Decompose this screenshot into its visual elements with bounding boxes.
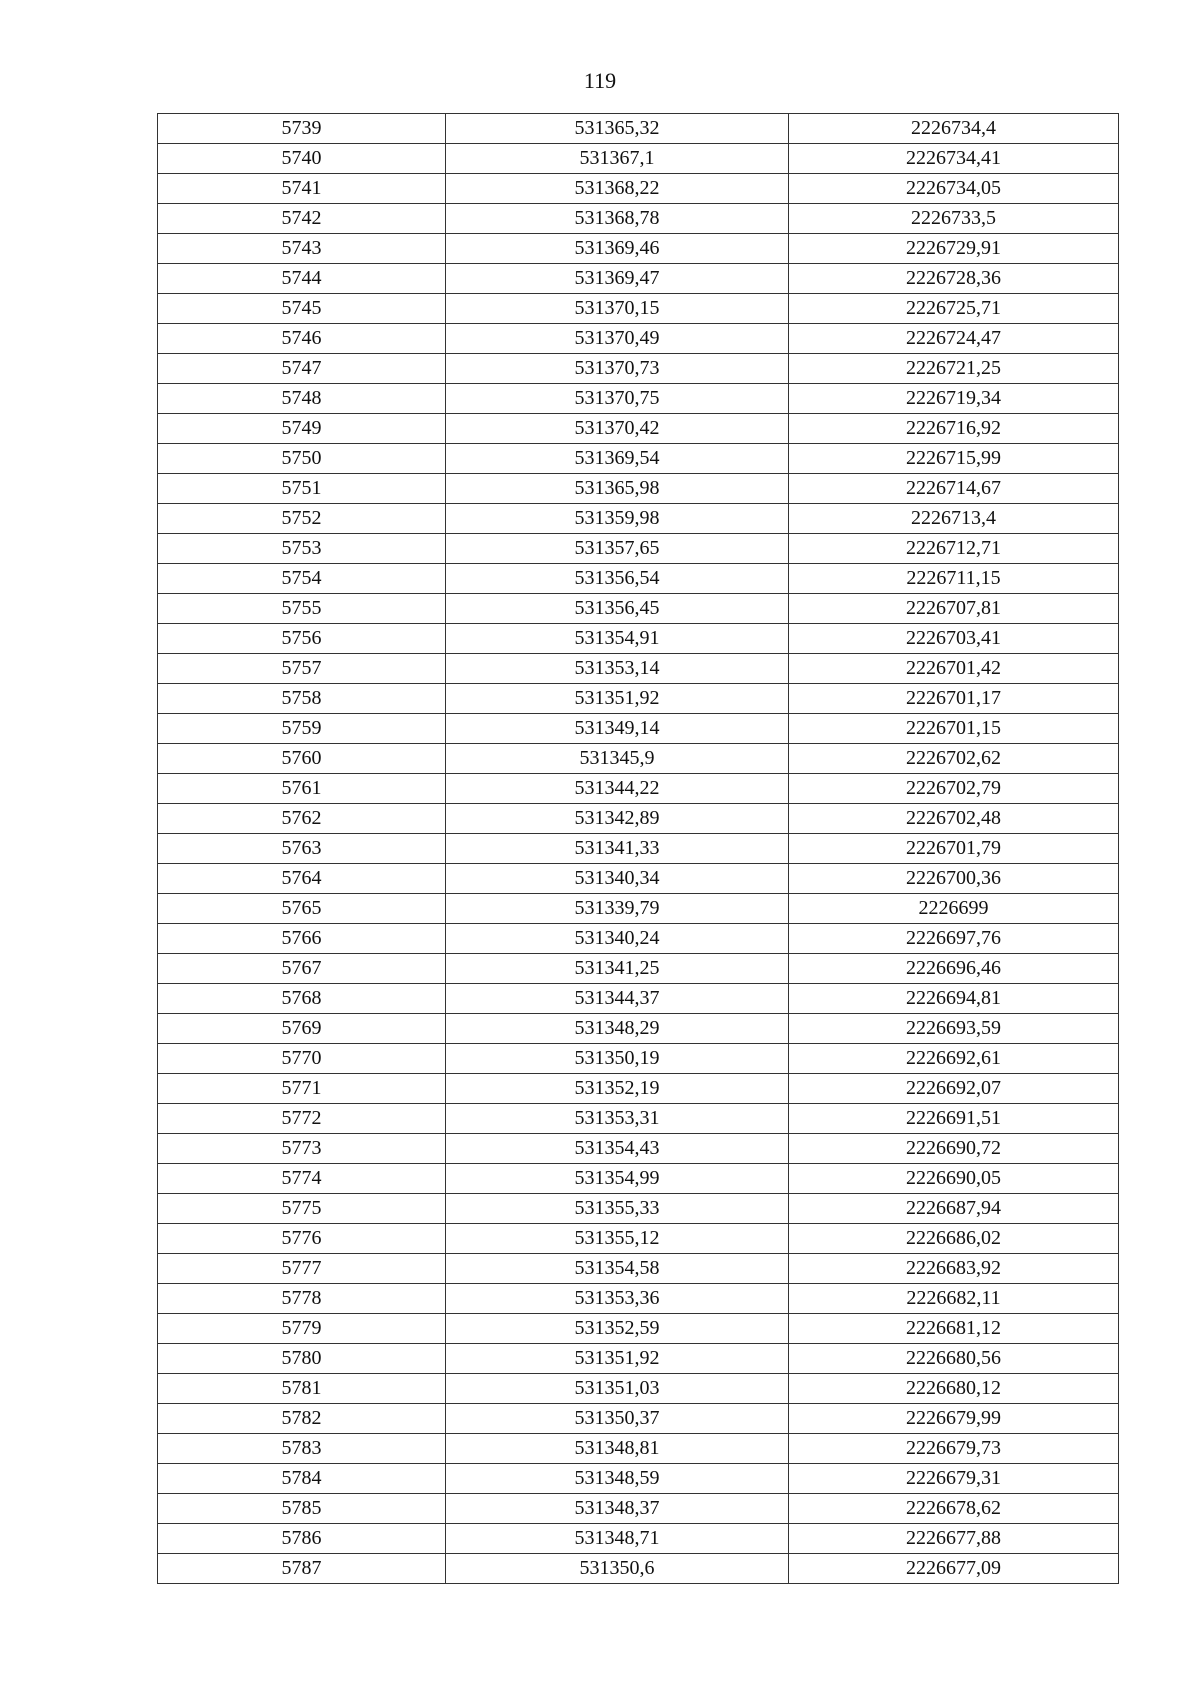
point-number-cell: 5754 — [158, 564, 446, 594]
x-coordinate-cell: 531352,19 — [446, 1074, 789, 1104]
table-row — [158, 294, 1119, 324]
table-row — [158, 654, 1119, 684]
x-coordinate-cell: 531368,22 — [446, 174, 789, 204]
x-coordinate-cell: 531341,33 — [446, 834, 789, 864]
point-number-cell: 5783 — [158, 1434, 446, 1464]
y-coordinate-cell: 2226699 — [789, 894, 1119, 924]
y-coordinate-cell: 2226734,05 — [789, 174, 1119, 204]
point-number-cell: 5765 — [158, 894, 446, 924]
point-number-cell: 5757 — [158, 654, 446, 684]
table-row — [158, 414, 1119, 444]
point-number-cell: 5773 — [158, 1134, 446, 1164]
y-coordinate-cell: 2226715,99 — [789, 444, 1119, 474]
x-coordinate-cell: 531350,6 — [446, 1554, 789, 1584]
x-coordinate-cell: 531370,15 — [446, 294, 789, 324]
x-coordinate-cell: 531367,1 — [446, 144, 789, 174]
x-coordinate-cell: 531344,37 — [446, 984, 789, 1014]
x-coordinate-cell: 531370,73 — [446, 354, 789, 384]
point-number-cell: 5779 — [158, 1314, 446, 1344]
table-row — [158, 804, 1119, 834]
y-coordinate-cell: 2226700,36 — [789, 864, 1119, 894]
point-number-cell: 5755 — [158, 594, 446, 624]
x-coordinate-cell: 531354,43 — [446, 1134, 789, 1164]
x-coordinate-cell: 531348,59 — [446, 1464, 789, 1494]
x-coordinate-cell: 531357,65 — [446, 534, 789, 564]
x-coordinate-cell: 531354,91 — [446, 624, 789, 654]
x-coordinate-cell: 531369,47 — [446, 264, 789, 294]
x-coordinate-cell: 531352,59 — [446, 1314, 789, 1344]
table-row — [158, 834, 1119, 864]
table-row — [158, 234, 1119, 264]
table-row — [158, 1044, 1119, 1074]
coordinates-table-body — [158, 114, 1119, 1584]
y-coordinate-cell: 2226712,71 — [789, 534, 1119, 564]
table-row — [158, 1014, 1119, 1044]
table-row — [158, 774, 1119, 804]
point-number-cell: 5760 — [158, 744, 446, 774]
point-number-cell: 5761 — [158, 774, 446, 804]
table-row — [158, 954, 1119, 984]
x-coordinate-cell: 531344,22 — [446, 774, 789, 804]
table-row — [158, 714, 1119, 744]
y-coordinate-cell: 2226711,15 — [789, 564, 1119, 594]
y-coordinate-cell: 2226719,34 — [789, 384, 1119, 414]
y-coordinate-cell: 2226729,91 — [789, 234, 1119, 264]
y-coordinate-cell: 2226702,79 — [789, 774, 1119, 804]
table-row — [158, 144, 1119, 174]
y-coordinate-cell: 2226721,25 — [789, 354, 1119, 384]
point-number-cell: 5747 — [158, 354, 446, 384]
point-number-cell: 5784 — [158, 1464, 446, 1494]
point-number-cell: 5776 — [158, 1224, 446, 1254]
table-row — [158, 744, 1119, 774]
point-number-cell: 5782 — [158, 1404, 446, 1434]
point-number-cell: 5758 — [158, 684, 446, 714]
x-coordinate-cell: 531369,46 — [446, 234, 789, 264]
x-coordinate-cell: 531350,19 — [446, 1044, 789, 1074]
x-coordinate-cell: 531345,9 — [446, 744, 789, 774]
point-number-cell: 5750 — [158, 444, 446, 474]
point-number-cell: 5753 — [158, 534, 446, 564]
y-coordinate-cell: 2226693,59 — [789, 1014, 1119, 1044]
table-row — [158, 894, 1119, 924]
y-coordinate-cell: 2226686,02 — [789, 1224, 1119, 1254]
y-coordinate-cell: 2226696,46 — [789, 954, 1119, 984]
point-number-cell: 5748 — [158, 384, 446, 414]
point-number-cell: 5745 — [158, 294, 446, 324]
point-number-cell: 5762 — [158, 804, 446, 834]
x-coordinate-cell: 531365,32 — [446, 114, 789, 144]
point-number-cell: 5766 — [158, 924, 446, 954]
table-row — [158, 444, 1119, 474]
point-number-cell: 5756 — [158, 624, 446, 654]
point-number-cell: 5749 — [158, 414, 446, 444]
point-number-cell: 5787 — [158, 1554, 446, 1584]
x-coordinate-cell: 531342,89 — [446, 804, 789, 834]
y-coordinate-cell: 2226678,62 — [789, 1494, 1119, 1524]
point-number-cell: 5767 — [158, 954, 446, 984]
table-row — [158, 564, 1119, 594]
x-coordinate-cell: 531369,54 — [446, 444, 789, 474]
point-number-cell: 5751 — [158, 474, 446, 504]
y-coordinate-cell: 2226680,56 — [789, 1344, 1119, 1374]
y-coordinate-cell: 2226703,41 — [789, 624, 1119, 654]
y-coordinate-cell: 2226713,4 — [789, 504, 1119, 534]
point-number-cell: 5770 — [158, 1044, 446, 1074]
y-coordinate-cell: 2226677,09 — [789, 1554, 1119, 1584]
y-coordinate-cell: 2226679,99 — [789, 1404, 1119, 1434]
x-coordinate-cell: 531354,99 — [446, 1164, 789, 1194]
table-row — [158, 114, 1119, 144]
point-number-cell: 5744 — [158, 264, 446, 294]
point-number-cell: 5746 — [158, 324, 446, 354]
table-row — [158, 1074, 1119, 1104]
point-number-cell: 5743 — [158, 234, 446, 264]
y-coordinate-cell: 2226701,42 — [789, 654, 1119, 684]
y-coordinate-cell: 2226701,15 — [789, 714, 1119, 744]
table-row — [158, 1434, 1119, 1464]
x-coordinate-cell: 531356,45 — [446, 594, 789, 624]
table-row — [158, 324, 1119, 354]
table-row — [158, 1554, 1119, 1584]
table-row — [158, 474, 1119, 504]
x-coordinate-cell: 531365,98 — [446, 474, 789, 504]
table-row — [158, 384, 1119, 414]
y-coordinate-cell: 2226687,94 — [789, 1194, 1119, 1224]
point-number-cell: 5771 — [158, 1074, 446, 1104]
y-coordinate-cell: 2226702,62 — [789, 744, 1119, 774]
point-number-cell: 5774 — [158, 1164, 446, 1194]
page-number: 119 — [583, 68, 617, 93]
table-row — [158, 684, 1119, 714]
x-coordinate-cell: 531370,49 — [446, 324, 789, 354]
x-coordinate-cell: 531368,78 — [446, 204, 789, 234]
table-row — [158, 1164, 1119, 1194]
table-row — [158, 504, 1119, 534]
point-number-cell: 5739 — [158, 114, 446, 144]
x-coordinate-cell: 531353,36 — [446, 1284, 789, 1314]
y-coordinate-cell: 2226725,71 — [789, 294, 1119, 324]
coordinates-table — [157, 113, 1119, 1584]
x-coordinate-cell: 531370,75 — [446, 384, 789, 414]
x-coordinate-cell: 531348,29 — [446, 1014, 789, 1044]
y-coordinate-cell: 2226683,92 — [789, 1254, 1119, 1284]
point-number-cell: 5759 — [158, 714, 446, 744]
y-coordinate-cell: 2226691,51 — [789, 1104, 1119, 1134]
y-coordinate-cell: 2226728,36 — [789, 264, 1119, 294]
table-row — [158, 264, 1119, 294]
y-coordinate-cell: 2226734,4 — [789, 114, 1119, 144]
y-coordinate-cell: 2226701,17 — [789, 684, 1119, 714]
point-number-cell: 5781 — [158, 1374, 446, 1404]
y-coordinate-cell: 2226701,79 — [789, 834, 1119, 864]
table-row — [158, 984, 1119, 1014]
table-row — [158, 924, 1119, 954]
y-coordinate-cell: 2226707,81 — [789, 594, 1119, 624]
x-coordinate-cell: 531350,37 — [446, 1404, 789, 1434]
y-coordinate-cell: 2226697,76 — [789, 924, 1119, 954]
y-coordinate-cell: 2226692,07 — [789, 1074, 1119, 1104]
point-number-cell: 5763 — [158, 834, 446, 864]
y-coordinate-cell: 2226702,48 — [789, 804, 1119, 834]
point-number-cell: 5752 — [158, 504, 446, 534]
x-coordinate-cell: 531351,92 — [446, 1344, 789, 1374]
point-number-cell: 5741 — [158, 174, 446, 204]
x-coordinate-cell: 531351,92 — [446, 684, 789, 714]
table-row — [158, 534, 1119, 564]
table-row — [158, 1464, 1119, 1494]
x-coordinate-cell: 531348,71 — [446, 1524, 789, 1554]
point-number-cell: 5775 — [158, 1194, 446, 1224]
table-row — [158, 174, 1119, 204]
y-coordinate-cell: 2226714,67 — [789, 474, 1119, 504]
table-row — [158, 1524, 1119, 1554]
table-row — [158, 1494, 1119, 1524]
point-number-cell: 5769 — [158, 1014, 446, 1044]
x-coordinate-cell: 531340,34 — [446, 864, 789, 894]
y-coordinate-cell: 2226724,47 — [789, 324, 1119, 354]
point-number-cell: 5764 — [158, 864, 446, 894]
table-row — [158, 1374, 1119, 1404]
table-row — [158, 1254, 1119, 1284]
point-number-cell: 5740 — [158, 144, 446, 174]
y-coordinate-cell: 2226694,81 — [789, 984, 1119, 1014]
x-coordinate-cell: 531356,54 — [446, 564, 789, 594]
table-row — [158, 1194, 1119, 1224]
x-coordinate-cell: 531359,98 — [446, 504, 789, 534]
x-coordinate-cell: 531348,37 — [446, 1494, 789, 1524]
x-coordinate-cell: 531355,33 — [446, 1194, 789, 1224]
table-row — [158, 594, 1119, 624]
point-number-cell: 5777 — [158, 1254, 446, 1284]
table-row — [158, 354, 1119, 384]
y-coordinate-cell: 2226690,72 — [789, 1134, 1119, 1164]
y-coordinate-cell: 2226677,88 — [789, 1524, 1119, 1554]
x-coordinate-cell: 531355,12 — [446, 1224, 789, 1254]
x-coordinate-cell: 531353,14 — [446, 654, 789, 684]
table-row — [158, 1224, 1119, 1254]
table-row — [158, 204, 1119, 234]
x-coordinate-cell: 531370,42 — [446, 414, 789, 444]
table-row — [158, 1314, 1119, 1344]
y-coordinate-cell: 2226680,12 — [789, 1374, 1119, 1404]
point-number-cell: 5786 — [158, 1524, 446, 1554]
table-row — [158, 1134, 1119, 1164]
table-row — [158, 624, 1119, 654]
y-coordinate-cell: 2226734,41 — [789, 144, 1119, 174]
point-number-cell: 5742 — [158, 204, 446, 234]
table-row — [158, 1104, 1119, 1134]
x-coordinate-cell: 531353,31 — [446, 1104, 789, 1134]
table-row — [158, 1404, 1119, 1434]
y-coordinate-cell: 2226679,31 — [789, 1464, 1119, 1494]
y-coordinate-cell: 2226681,12 — [789, 1314, 1119, 1344]
point-number-cell: 5778 — [158, 1284, 446, 1314]
y-coordinate-cell: 2226690,05 — [789, 1164, 1119, 1194]
x-coordinate-cell: 531340,24 — [446, 924, 789, 954]
table-row — [158, 864, 1119, 894]
y-coordinate-cell: 2226716,92 — [789, 414, 1119, 444]
y-coordinate-cell: 2226733,5 — [789, 204, 1119, 234]
point-number-cell: 5768 — [158, 984, 446, 1014]
y-coordinate-cell: 2226682,11 — [789, 1284, 1119, 1314]
point-number-cell: 5772 — [158, 1104, 446, 1134]
y-coordinate-cell: 2226692,61 — [789, 1044, 1119, 1074]
table-row — [158, 1284, 1119, 1314]
x-coordinate-cell: 531354,58 — [446, 1254, 789, 1284]
point-number-cell: 5780 — [158, 1344, 446, 1374]
table-row — [158, 1344, 1119, 1374]
x-coordinate-cell: 531341,25 — [446, 954, 789, 984]
y-coordinate-cell: 2226679,73 — [789, 1434, 1119, 1464]
x-coordinate-cell: 531349,14 — [446, 714, 789, 744]
x-coordinate-cell: 531348,81 — [446, 1434, 789, 1464]
x-coordinate-cell: 531351,03 — [446, 1374, 789, 1404]
x-coordinate-cell: 531339,79 — [446, 894, 789, 924]
point-number-cell: 5785 — [158, 1494, 446, 1524]
